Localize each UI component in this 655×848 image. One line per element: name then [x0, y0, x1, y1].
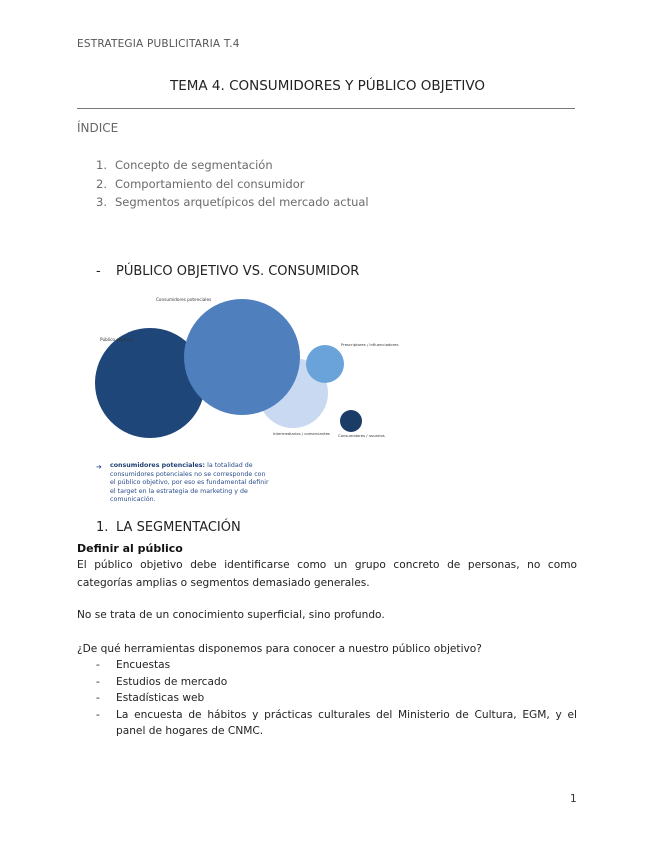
list-dash: - [96, 675, 100, 688]
paragraph-question: ¿De qué herramientas disponemos para conocer a nuestro público objetivo? [77, 643, 482, 655]
list-item-label: Estudios de mercado [116, 675, 228, 688]
section-heading-text: LA SEGMENTACIÓN [116, 520, 241, 535]
list-item [96, 674, 577, 691]
circle-users [340, 410, 362, 432]
list-item-label: Encuestas [116, 659, 171, 671]
paragraph-depth: No se trata de un conocimiento superficial, sino profundo. [77, 609, 385, 621]
page-number: 1 [570, 793, 577, 805]
arrow-icon: ➔ [96, 463, 102, 471]
circle-prescriptors [306, 345, 344, 383]
index-item-number: 1. [96, 158, 107, 172]
list-item [96, 657, 577, 674]
index-item-label: Segmentos arquetípicos del mercado actual [115, 195, 369, 209]
list-item [96, 707, 577, 740]
diagram-note-text: la totalidad de consumidores potenciales no se corresponde con el público objetivo, por eso es fundamental definir el target en la estrategia de marketing y de comunicación. [110, 462, 269, 504]
index-item-label: Concepto de segmentación [115, 158, 273, 172]
circle-potential [184, 299, 300, 415]
section-heading-public [96, 264, 359, 279]
running-header: ESTRATEGIA PUBLICITARIA T.4 [77, 38, 240, 50]
list-item-label: La encuesta de hábitos y prácticas culturales del Ministerio de Cultura, EGM, y el panel de hogares de CNMC. [116, 708, 577, 738]
list-dash: - [96, 708, 100, 721]
label-intermediaries: Intermediarios / comerciantes [273, 431, 330, 436]
index-heading: ÍNDICE [77, 121, 119, 135]
label-users: Consumidores / usuarios [338, 433, 385, 438]
index-item-number: 3. [96, 195, 107, 209]
index-item [96, 175, 369, 194]
audience-diagram [92, 290, 399, 455]
label-prescriptors: Prescriptores / influenciadores [341, 342, 399, 347]
section-marker: - [96, 264, 101, 279]
paragraph-define: El público objetivo debe identificarse como un grupo concreto de personas, no como categorías amplias o segmentos demasiado generales. [77, 559, 577, 589]
index-item-label: Comportamiento del consumidor [115, 176, 305, 191]
diagram-note [110, 462, 270, 505]
list-item-label: Estadísticas web [116, 692, 205, 705]
list-item [96, 690, 577, 707]
section-heading-text: PÚBLICO OBJETIVO VS. CONSUMIDOR [116, 264, 360, 279]
list-dash: - [96, 659, 100, 671]
index-item-number: 2. [96, 176, 107, 191]
index-list [96, 156, 369, 212]
label-public: Público objetivo [100, 337, 134, 342]
diagram-note-lead: consumidores potenciales: [110, 462, 206, 469]
section-number: 1. [96, 520, 109, 535]
index-item [96, 193, 369, 212]
section-heading-segmentation [96, 520, 241, 535]
title-divider [77, 108, 575, 109]
page-title: TEMA 4. CONSUMIDORES Y PÚBLICO OBJETIVO [169, 78, 486, 94]
label-potential: Consumidores potenciales [156, 297, 212, 302]
index-item [96, 156, 369, 175]
tools-list [96, 657, 577, 740]
subheading-define: Definir al público [77, 542, 183, 555]
list-dash: - [96, 692, 100, 705]
